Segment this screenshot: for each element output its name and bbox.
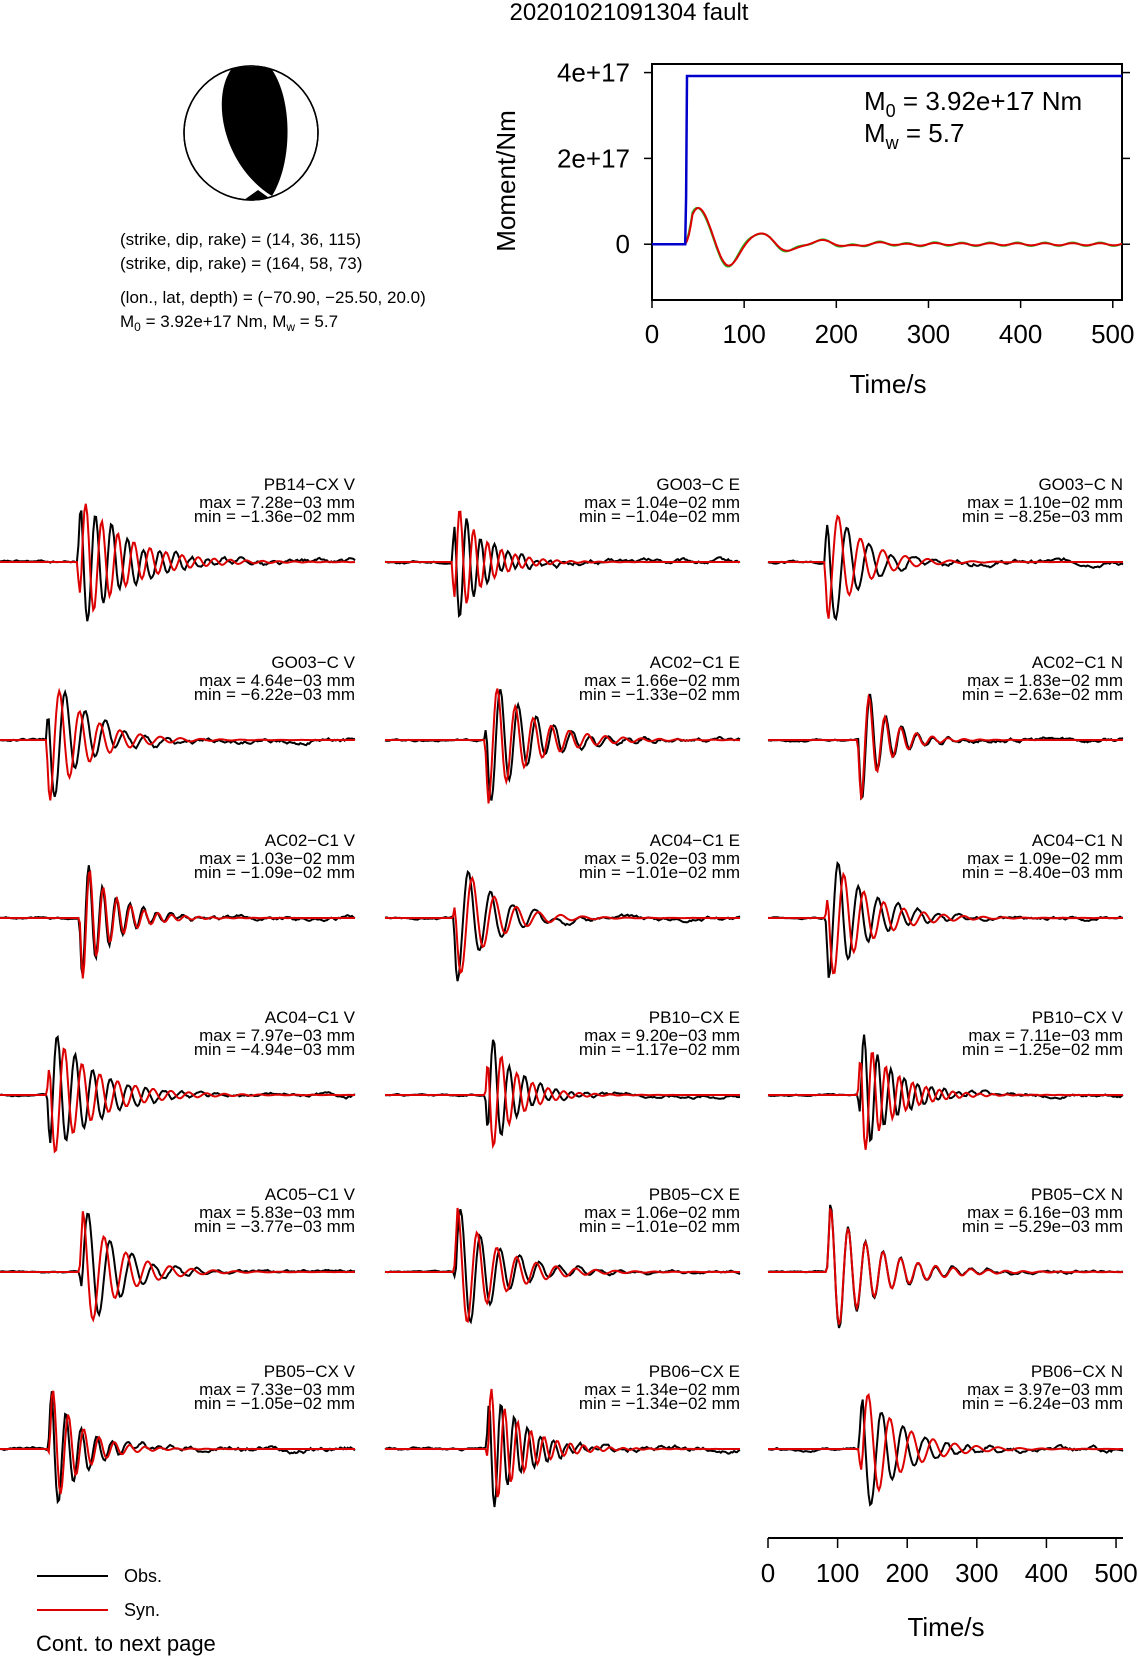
waveform-min-label: min = −1.33e−02 mm	[578, 685, 740, 704]
waveform-panel-12	[768, 1008, 1124, 1150]
observed-waveform	[768, 1400, 1123, 1505]
moment-x-tick-label-300: 300	[906, 319, 951, 349]
continuation-note: Cont. to next page	[36, 1631, 216, 1656]
waveform-panel-17	[385, 1362, 740, 1507]
waveform-panel-6	[768, 653, 1123, 799]
waveform-station-label: AC04−C1 N	[1031, 831, 1123, 850]
waveform-station-label: PB05−CX E	[648, 1185, 740, 1204]
waveform-station-label: PB10−CX E	[648, 1008, 740, 1027]
waveform-max-label: max = 7.28e−03 mm	[199, 493, 355, 512]
waveform-max-label: max = 7.11e−03 mm	[968, 1026, 1123, 1045]
synthetic-waveform	[768, 874, 1123, 973]
waveform-time-tick-label-300: 300	[955, 1558, 999, 1588]
moment-rate-trace-green	[652, 208, 1122, 267]
waveform-min-label: min = −6.24e−03 mm	[961, 1394, 1123, 1413]
figure-title: 20201021091304 fault	[509, 0, 749, 26]
waveform-station-label: AC02−C1 E	[649, 653, 740, 672]
waveform-panel-7	[0, 831, 356, 978]
waveform-max-label: max = 7.33e−03 mm	[199, 1380, 355, 1399]
waveform-max-label: max = 1.06e−02 mm	[584, 1203, 740, 1222]
waveform-panel-18	[768, 1362, 1123, 1505]
waveform-min-label: min = −1.04e−02 mm	[578, 507, 740, 526]
waveform-min-label: min = −4.94e−03 mm	[193, 1040, 355, 1059]
waveform-panel-4	[0, 653, 356, 800]
waveform-station-label: PB14−CX V	[263, 475, 355, 494]
event-location: (lon., lat, depth) = (−70.90, −25.50, 20.0)	[120, 288, 426, 307]
waveform-station-label: PB05−CX N	[1030, 1185, 1123, 1204]
synthetic-waveform	[768, 1053, 1123, 1150]
waveform-max-label: max = 1.03e−02 mm	[199, 849, 355, 868]
moment-rate-chart	[491, 58, 1134, 399]
waveform-time-axis-label: Time/s	[907, 1612, 985, 1642]
waveform-panel-15	[768, 1185, 1123, 1328]
waveform-station-label: GO03−C N	[1038, 475, 1123, 494]
synthetic-waveform	[0, 872, 355, 978]
waveform-station-label: AC02−C1 N	[1031, 653, 1123, 672]
moment-y-tick-label-2: 4e+17	[556, 57, 630, 88]
waveform-panel-5	[385, 653, 740, 803]
legend	[37, 1566, 162, 1620]
synthetic-waveform	[768, 697, 1123, 799]
waveform-panel-14	[385, 1185, 740, 1322]
waveform-panel-16	[0, 1362, 356, 1502]
waveform-min-label: min = −5.29e−03 mm	[961, 1217, 1123, 1236]
observed-waveform	[385, 689, 740, 800]
waveform-station-label: AC04−C1 V	[264, 1008, 355, 1027]
moment-x-tick-label-400: 400	[998, 319, 1043, 349]
waveform-station-label: AC05−C1 V	[264, 1185, 355, 1204]
waveform-time-tick-label-100: 100	[815, 1558, 860, 1588]
waveform-min-label: min = −1.25e−02 mm	[961, 1040, 1123, 1059]
waveform-max-label: max = 5.02e−03 mm	[584, 849, 740, 868]
waveform-time-tick-label-200: 200	[885, 1558, 929, 1588]
nodal-plane-1: (strike, dip, rake) = (14, 36, 115)	[120, 230, 362, 249]
waveform-time-tick-label-0: 0	[760, 1558, 776, 1588]
waveform-max-label: max = 6.16e−03 mm	[967, 1203, 1123, 1222]
waveform-max-label: max = 1.34e−02 mm	[584, 1380, 740, 1399]
waveform-max-label: max = 1.10e−02 mm	[967, 493, 1123, 512]
event-moment-magnitude: $M_0 = 3.92e+17$ Nm, $M_w = 5.7$	[120, 312, 339, 334]
waveform-time-tick-label-400: 400	[1024, 1558, 1069, 1588]
waveform-min-label: min = −1.01e−02 mm	[578, 863, 740, 882]
synthetic-waveform	[385, 878, 740, 973]
waveform-station-label: GO03−C E	[656, 475, 740, 494]
moment-x-tick-label-200: 200	[814, 319, 859, 349]
synthetic-waveform	[385, 689, 740, 804]
waveform-panel-2	[385, 475, 740, 616]
waveform-max-label: max = 9.20e−03 mm	[584, 1026, 740, 1045]
waveform-min-label: min = −3.77e−03 mm	[193, 1217, 355, 1236]
moment-x-tick-label-100: 100	[722, 319, 766, 349]
waveform-min-label: min = −2.63e−02 mm	[961, 685, 1123, 704]
waveform-min-label: min = −1.09e−02 mm	[193, 863, 355, 882]
waveform-min-label: min = −1.36e−02 mm	[193, 507, 355, 526]
waveform-max-label: max = 1.66e−02 mm	[584, 671, 740, 690]
waveform-min-label: min = −1.01e−02 mm	[578, 1217, 740, 1236]
focal-mechanism-beachball	[184, 66, 318, 200]
moment-annotation-mw: $M_w = 5.7$	[864, 118, 965, 153]
waveform-panel-8	[385, 831, 740, 981]
waveform-station-label: AC04−C1 E	[649, 831, 740, 850]
waveform-station-label: PB06−CX N	[1030, 1362, 1123, 1381]
legend-obs-label: Obs.	[124, 1566, 163, 1586]
waveform-panel-11	[385, 1008, 740, 1146]
waveform-min-label: min = −6.22e−03 mm	[193, 685, 355, 704]
synthetic-waveform	[385, 1057, 740, 1145]
waveform-min-label: min = −1.17e−02 mm	[578, 1040, 740, 1059]
waveform-max-label: max = 3.97e−03 mm	[967, 1380, 1123, 1399]
waveform-min-label: min = −1.05e−02 mm	[193, 1394, 355, 1413]
moment-chart-xlabel: Time/s	[849, 369, 927, 399]
waveform-max-label: max = 4.64e−03 mm	[199, 671, 355, 690]
waveform-station-label: AC02−C1 V	[264, 831, 355, 850]
waveform-min-label: min = −8.40e−03 mm	[961, 863, 1123, 882]
observed-waveform	[385, 519, 740, 616]
moment-y-tick-label-1: 2e+17	[556, 143, 630, 174]
waveform-panel-9	[768, 831, 1123, 978]
nodal-plane-2: (strike, dip, rake) = (164, 58, 73)	[120, 254, 363, 273]
waveform-station-label: PB05−CX V	[263, 1362, 355, 1381]
waveform-max-label: max = 1.09e−02 mm	[967, 849, 1123, 868]
waveform-panels	[0, 475, 1124, 1507]
waveform-max-label: max = 1.83e−02 mm	[967, 671, 1123, 690]
synthetic-waveform	[768, 516, 1123, 618]
waveform-min-label: min = −1.34e−02 mm	[578, 1394, 740, 1413]
waveform-station-label: GO03−C V	[271, 653, 355, 672]
waveform-time-tick-label-500: 500	[1094, 1558, 1138, 1588]
waveform-time-axis	[761, 1538, 1138, 1642]
observed-waveform	[0, 692, 355, 797]
waveform-station-label: PB10−CX V	[1031, 1008, 1123, 1027]
waveform-min-label: min = −8.25e−03 mm	[961, 507, 1123, 526]
legend-syn-label: Syn.	[124, 1600, 161, 1620]
observed-waveform	[768, 525, 1123, 619]
waveform-max-label: max = 7.97e−03 mm	[199, 1026, 355, 1045]
waveform-panel-10	[0, 1008, 356, 1151]
observed-waveform	[385, 1405, 740, 1507]
moment-x-tick-label-500: 500	[1091, 319, 1135, 349]
moment-chart-ylabel: Moment/Nm	[491, 110, 521, 252]
waveform-panel-13	[0, 1185, 356, 1320]
waveform-station-label: PB06−CX E	[648, 1362, 740, 1381]
waveform-panel-3	[768, 475, 1123, 619]
moment-annotation-m0: $M_0 = 3.92e+17$ Nm	[864, 86, 1083, 121]
observed-waveform	[768, 694, 1123, 798]
waveform-max-label: max = 1.04e−02 mm	[584, 493, 740, 512]
moment-y-tick-label-0: 0	[615, 229, 630, 260]
moment-x-tick-label-0: 0	[644, 319, 660, 349]
waveform-max-label: max = 5.83e−03 mm	[199, 1203, 355, 1222]
observed-waveform	[385, 872, 740, 981]
moment-rate-trace-red	[652, 208, 1122, 266]
waveform-panel-1	[0, 475, 356, 621]
